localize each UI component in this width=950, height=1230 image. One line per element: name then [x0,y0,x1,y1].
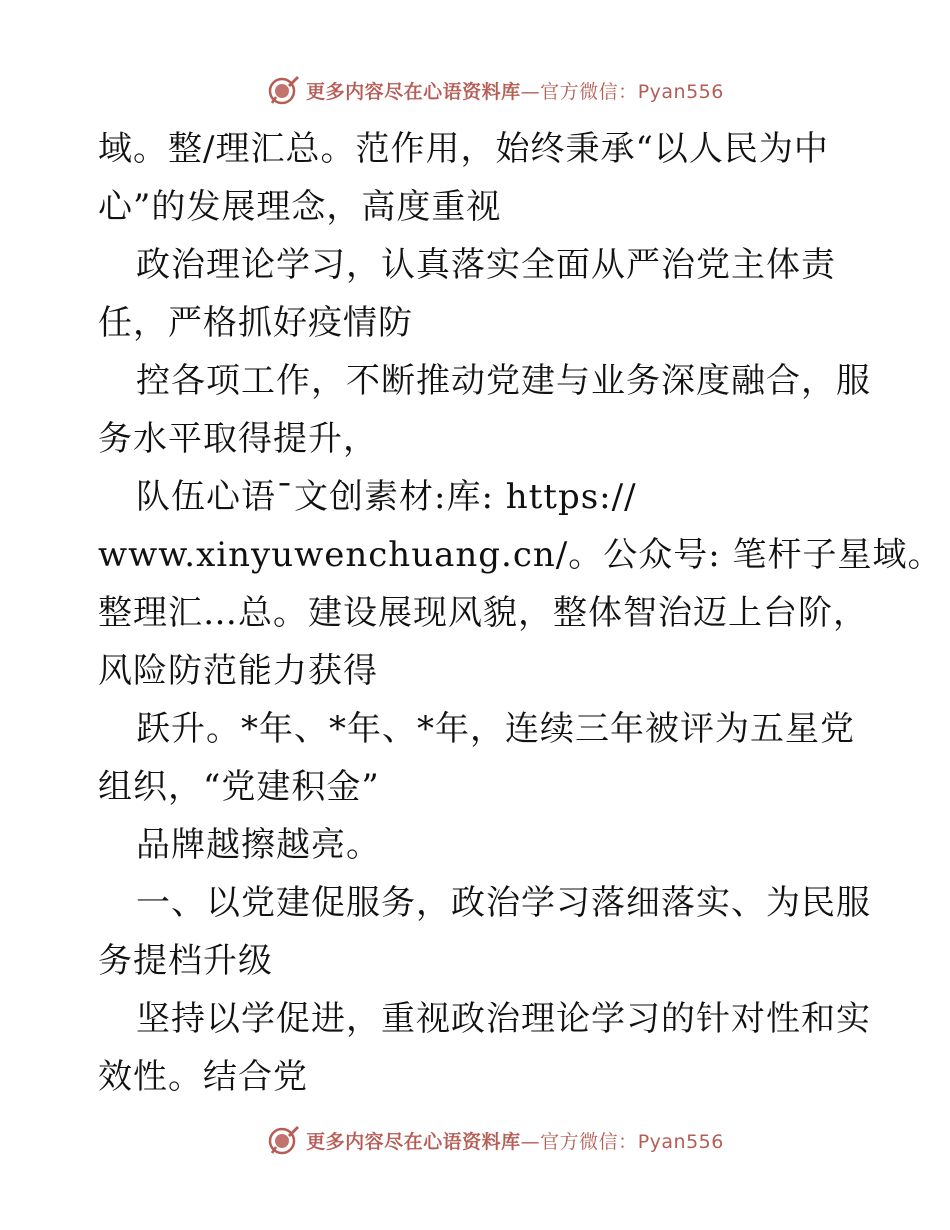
body-line: 跃升。*年、*年、*年，连续三年被评为五星党 [136,709,855,749]
watermark-dash: — [520,1130,541,1153]
watermark-dash: — [520,80,541,103]
watermark-site-text: 更多内容尽在心语资料库 [306,1130,521,1153]
body-line: 一、以党建促服务，政治学习落细落实、为民服 [136,883,871,923]
body-line: 风险防范能力获得 [98,651,378,691]
body-line: 政治理论学习，认真落实全面从严治党主体责 [136,245,836,285]
watermark-header [0,70,950,110]
body-line: 效性。结合党 [98,1057,308,1097]
body-line: 务水平取得提升， [98,419,378,459]
watermark-wechat-id: Pyan556 [637,1130,724,1153]
watermark-text [306,1127,724,1154]
body-line: 心”的发展理念，高度重视 [98,187,502,227]
pen-logo-icon [266,1123,300,1157]
body-line: 品牌越擦越亮。 [136,825,381,865]
body-line: 控各项工作，不断推动党建与业务深度融合，服 [136,361,871,401]
watermark-wechat-label: 官方微信： [540,1130,638,1153]
watermark-text [306,77,724,104]
body-line: www.xinyuwenchuang.cn/。公众号: 笔杆子星域。 [98,535,943,575]
watermark-wechat-label: 官方微信： [540,80,638,103]
watermark-wechat-id: Pyan556 [637,80,724,103]
document-body [98,120,943,1106]
body-line: 务提档升级 [98,941,273,981]
body-line: 坚持以学促进，重视政治理论学习的针对性和实 [136,999,871,1039]
watermark-site-text: 更多内容尽在心语资料库 [306,80,521,103]
body-line: 任，严格抓好疫情防 [98,303,413,343]
watermark-group [266,1123,724,1157]
body-line: 域。整/理汇总。范作用，始终秉承“以人民为中 [98,129,829,169]
watermark-footer [0,1120,950,1160]
watermark-group [266,73,724,107]
pen-logo-icon [266,73,300,107]
body-line: 组织，“党建积金” [98,767,380,807]
body-line: 队伍心语¯文创素材:库: https:// [136,477,637,517]
body-line: 整理汇…总。建设展现风貌，整体智治迈上台阶， [98,593,868,633]
